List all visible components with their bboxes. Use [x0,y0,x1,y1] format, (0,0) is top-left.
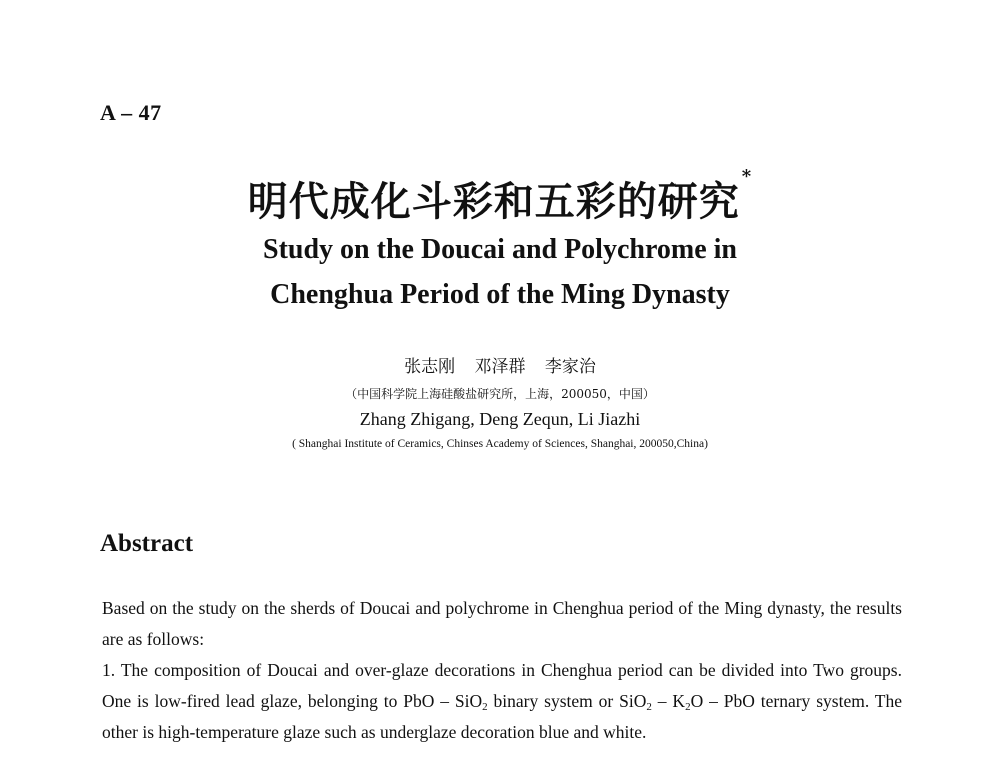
subscript-2: 2 [685,701,691,713]
chinese-title-text: 明代成化斗彩和五彩的研究 [247,178,740,225]
title-footnote-mark: * [741,166,753,187]
authors-english: Zhang Zhigang, Deng Zequn, Li Jiazhi [359,409,641,429]
abstract-paragraph-1: Based on the study on the sherds of Doucai and polychrome in Chenghua period of the Ming dynasty, the results are as follows: [102,598,902,649]
authors-chinese: 张志刚 邓泽群 李家治 [404,357,596,377]
affiliation-chinese: （中国科学院上海硅酸盐研究所，上海，200050，中国） [345,387,655,401]
abstract-p2-text-b: binary system or SiO [487,691,647,711]
abstract-heading: Abstract [100,530,194,557]
paper-code: A – 47 [100,100,162,125]
abstract-body [102,593,902,748]
chinese-title [0,166,1000,227]
english-title-line-1: Study on the Doucai and Polychrome in [263,234,737,265]
abstract-p2-text-a: 1. The composition of Doucai and over-glaze decorations in Chenghua period can be divided into Two groups. One is low-fired lead glaze, belonging to PbO – SiO [102,660,902,711]
abstract-p2-text-c: – K [651,691,686,711]
subscript-2: 2 [482,701,488,713]
abstract-p2-text-d: O – PbO ternary system. The other is high-temperature glaze such as underglaze decoration blue and white. [102,691,902,742]
subscript-2: 2 [646,701,652,713]
english-title-line-2: Chenghua Period of the Ming Dynasty [270,279,730,310]
abstract-paragraph-2 [102,655,902,748]
affiliation-english: ( Shanghai Institute of Ceramics, Chinses Academy of Sciences, Shanghai, 200050,China) [292,438,708,450]
